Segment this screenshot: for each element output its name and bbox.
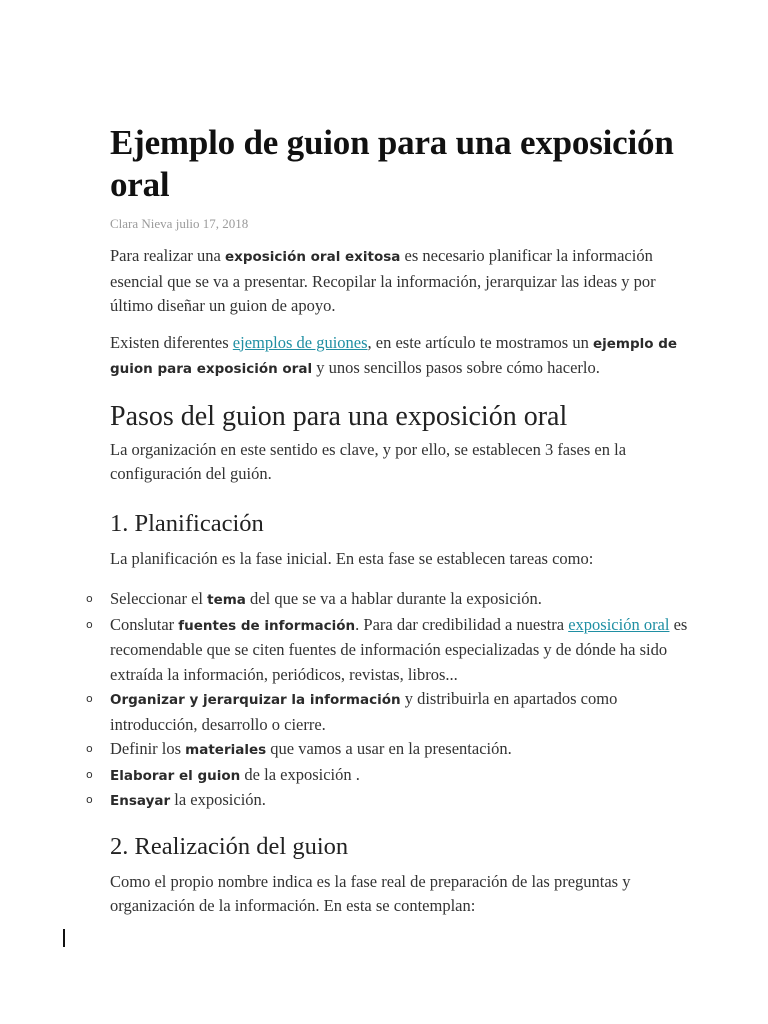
item-text: la exposición.	[170, 790, 266, 809]
item-bold: Elaborar el guion	[110, 767, 241, 784]
guiones-examples-link[interactable]: ejemplos de guiones	[232, 332, 368, 352]
step1-paragraph: La planificación es la fase inicial. En esta fase se establecen tareas como:	[110, 548, 594, 568]
item-text: Seleccionar el	[110, 589, 208, 608]
bullet-icon: o	[86, 742, 93, 755]
item-text: Definir los	[110, 739, 186, 758]
publish-date: julio 17, 2018	[175, 216, 249, 231]
step2-paragraph: Como el propio nombre indica es la fase real de preparación de las preguntas y organización de la información. En esta se contemplan:	[110, 871, 631, 915]
item-text: de la exposición .	[240, 764, 360, 784]
author-link[interactable]: Clara Nieva	[110, 216, 173, 231]
bullet-icon: o	[86, 767, 93, 781]
item-text: que vamos a usar en la presentación.	[266, 739, 512, 758]
list-item	[86, 763, 690, 789]
intro-bold: exposición oral exitosa	[224, 249, 401, 265]
bullet-icon: o	[86, 692, 93, 705]
para2-bold: ejemplo de guion para exposición oral	[110, 335, 678, 377]
bullet-icon: o	[86, 592, 93, 605]
intro-text-1: Para realizar una	[110, 246, 225, 265]
item-bold: materiales	[185, 742, 267, 758]
article-meta	[110, 216, 690, 232]
article-title: Ejemplo de guion para una exposición oral	[110, 123, 674, 204]
list-item	[86, 788, 690, 814]
step2-heading: 2. Realización del guion	[110, 832, 349, 860]
list-item	[86, 587, 690, 613]
item-text: del que se va a hablar durante la exposición.	[245, 589, 542, 608]
para2-text-2: , en este artículo te mostramos un	[367, 332, 593, 352]
section-paragraph: La organización en este sentido es clave, y por ello, se establecen 3 fases en la configuración del guión.	[110, 439, 627, 483]
examples-paragraph	[110, 331, 690, 382]
item-bold: tema	[207, 592, 246, 608]
list-item	[86, 687, 690, 737]
item-text: y distribuirla en apartados como introducción, desarrollo o cierre.	[110, 689, 618, 734]
item-text: Conslutar	[110, 614, 179, 634]
exposicion-oral-link[interactable]: exposición oral	[568, 614, 670, 634]
intro-text-2: es necesario planificar la información esencial que se va a presentar. Recopilar la información, jerarquizar las ideas y por último diseñar un guion de apoyo.	[110, 246, 656, 315]
list-item	[86, 737, 690, 763]
task-list	[86, 587, 690, 814]
item-text: . Para dar credibilidad a nuestra	[355, 614, 569, 634]
text-cursor-mark	[63, 929, 65, 947]
item-text: es recomendable que se citen fuentes de información especializadas y de dónde ha sido extraída la información, periódicos, revistas, libros...	[110, 614, 688, 684]
item-bold: fuentes de información	[178, 617, 356, 634]
article	[86, 122, 690, 919]
item-bold: Ensayar	[110, 793, 171, 809]
bullet-icon: o	[86, 793, 93, 806]
bullet-icon: o	[86, 617, 93, 631]
para2-text-3: y unos sencillos pasos sobre cómo hacerlo.	[312, 358, 600, 377]
intro-paragraph	[110, 244, 690, 319]
para2-text-1: Existen diferentes	[110, 332, 233, 352]
item-bold: Organizar y jerarquizar la información	[110, 692, 401, 708]
section-heading: Pasos del guion para una exposición oral	[110, 400, 568, 432]
step1-heading: 1. Planificación	[110, 509, 264, 537]
list-item	[86, 613, 690, 688]
